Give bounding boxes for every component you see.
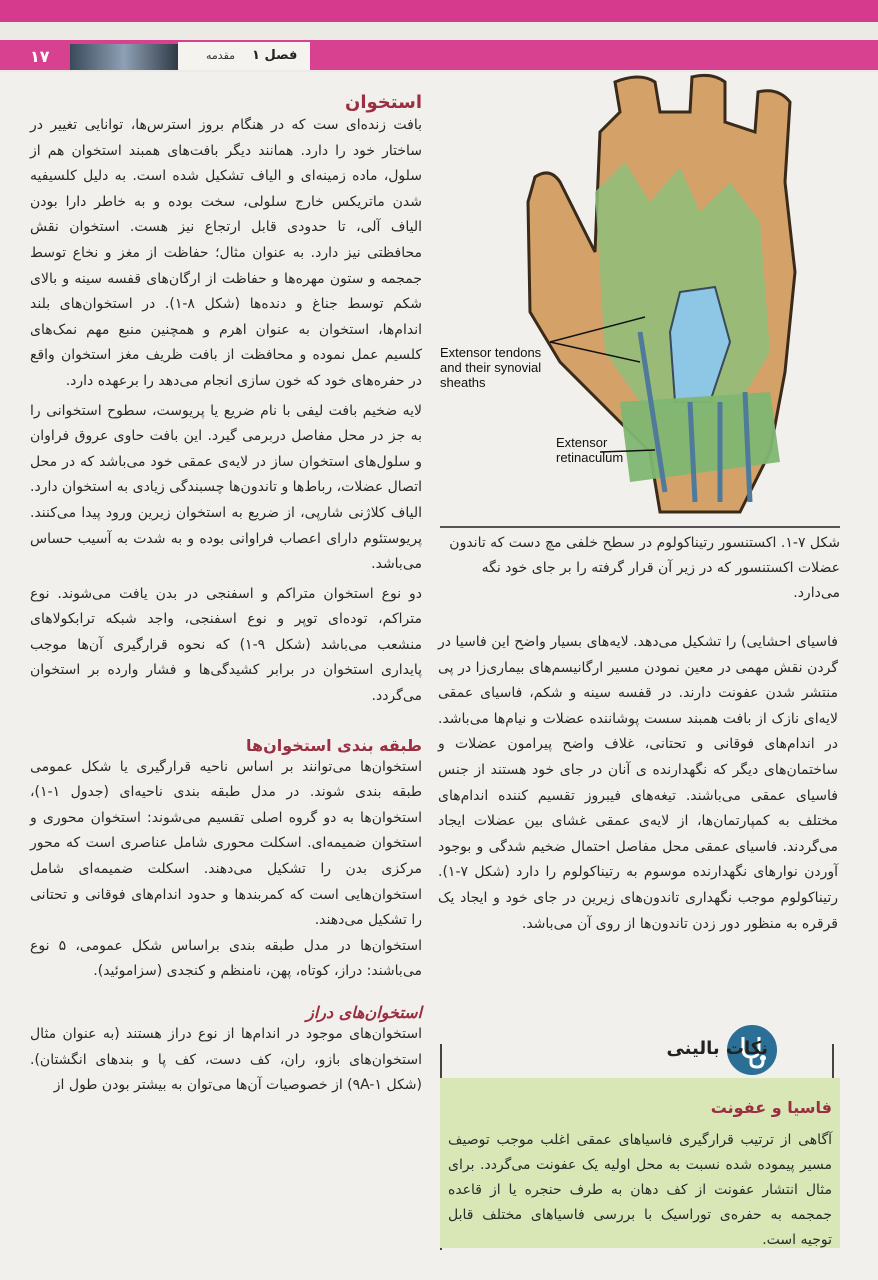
classification-paragraph-1: استخوان‌ها می‌توانند بر اساس ناحیه قرارگیری یا شکل عمومی طبقه بندی شوند. در مدل طبقه بندی ناحیه‌ای (جدول ۱-۱)، استخوان‌ها به دو گروه اصلی تقسیم می‌شوند: استخوان محوری و استخوان ضمیمه‌ای. اسکلت محوری شامل عناصری است که محور مرکزی بدن را تشکیل می‌دهند. اسکلت ضمیمه‌ای شامل استخوان‌هایی است که کمربندها و حدود اندام‌های فوقانی و تحتانی را تشکیل می‌دهند.: [30, 758, 422, 929]
bone-heading: استخوان: [344, 92, 422, 113]
page-top-edge: [0, 0, 878, 22]
label-extensor-tendons: Extensor tendons and their synovial sheaths: [440, 345, 542, 390]
clinical-box: [440, 1078, 840, 1248]
figure-caption: شکل ۷-۱. اکستنسور رتیناکولوم در سطح خلفی مچ دست که تاندون عضلات اکستنسور که در زیر آن قرار گرفته را بر جای خود نگه می‌دارد.: [449, 535, 840, 601]
hand-illustration: [440, 72, 840, 522]
long-bones-paragraph: استخوان‌های موجود در اندام‌ها از نوع دراز هستند (به عنوان مثال استخوان‌های بازو، ران، کف دست، کف پا و بندهای انگشتان). (شکل ۹A-۱) از خصوصیات آن‌ها می‌توان به بیشتر بودن طول از: [30, 1026, 422, 1094]
long-bones-heading: استخوان‌های دراز: [306, 1003, 422, 1022]
classification-paragraph-2: استخوان‌ها در مدل طبقه بندی براساس شکل عمومی، ۵ نوع می‌باشند: دراز، کوتاه، پهن، نامنظم و کنجدی (سزاموئید).: [30, 937, 422, 980]
section-label: مقدمه: [206, 49, 236, 62]
header-thumbnail-image: [70, 44, 178, 70]
label-extensor-retinaculum: Extensor retinaculum: [556, 435, 624, 465]
clinical-box-title: نکات بالینی: [666, 1038, 768, 1059]
figure-rule: [440, 526, 840, 528]
classification-heading: طبقه بندی استخوان‌ها: [246, 735, 422, 755]
clinical-box-header: [440, 1030, 840, 1076]
main-column: [30, 92, 422, 1099]
bone-paragraph-3: دو نوع استخوان متراکم و اسفنجی در بدن یافت می‌شوند. نوع متراکم، توده‌ای توپر و نوع اسفنجی، واجد شبکه ترابکولاهای منشعب می‌باشد (شکل ۹-۱) که نحوه قرارگیری آن‌ها موجب پایداری استخوان در برابر کشیدگی‌ها و فشار وارده بر استخوان می‌گردد.: [30, 585, 423, 705]
bone-paragraph-2: لایه ضخیم بافت لیفی با نام ضریع یا پریوست، سطوح استخوانی را به جز در محل مفاصل دربرمی گیرد. این بافت حاوی عروق فراوان و سلول‌های استخوان ساز در لایه‌ی عمقی خود می‌باشد که در محل اتصال عضلات، رباط‌ها و تاندون‌ها چسبندگی زیادی به استخوان دارد. الیاف کلاژنی شارپی، از ضریع به استخوان زیرین ورود پیدا می‌کنند. پریوستئوم دارای اعصاب فراوانی بوده و به شدت به آسیب حساس می‌باشد.: [30, 402, 422, 573]
bone-paragraph-1: بافت زنده‌ای ست که در هنگام بروز استرس‌ها، توانایی تغییر در ساختار خود را دارد. همانند دیگر بافت‌های همبند استخوان هم از سلول، ماده زمینه‌ای و الیاف تشکیل شده است. به دلیل کلسیفیه شدن ماتریکس خارج سلولی، سخت بوده و به خاطر دارا بودن الیاف آلی، تا حدودی قابل ارتجاع نیز هست. استخوان نقش محافظتی نیز دارد. به عنوان مثال؛ حفاظت از مغز و نخاع توسط جمجمه و ستون مهره‌ها و حفاظت از ارگان‌های قفسه سینه و بالای شکم توسط جناغ و دنده‌ها (شکل ۸-۱). در استخوان‌های بلند اندام‌ها، استخوان به عنوان اهرم و همچنین منبع مهم نمک‌های کلسیم عمل نموده و محافظت از بافت ظریف مغز استخوان واقع در حفره‌های خود که خون سازی انجام می‌دهد را برعهده دارد.: [30, 117, 422, 389]
clinical-box-subtitle: فاسیا و عفونت: [710, 1098, 832, 1117]
fascia-paragraph: فاسیای احشایی) را تشکیل می‌دهد. لایه‌های بسیار واضح این فاسیا در گردن نقش مهمی در معین نمودن مسیر ارگانیسم‌های بیماری‌زا در پی منتشر شدن عفونت دارند. در قفسه سینه و شکم، فاسیای عمقی لایه‌ای نازک از بافت همبند سست پوشاننده عضلات و نیام‌ها می‌باشد. در اندام‌های فوقانی و تحتانی، غلاف واضح پیرامون عضلات و ساختمان‌های دیگر که نگهدارنده ی آنان در جای خود هستند از جنس فاسیای عمقی می‌باشند. تیغه‌های فیبروز تقسیم کننده اندام‌های مختلف به کمپارتمان‌ها، از لایه‌ی عمقی غشای بین عضلات ایجاد می‌گردند. فاسیای عمقی محل مفاصل احتمال ضخیم شدگی و بوجود آوردن نوارهای نگهدارنده موسوم به رتیناکولوم را دارد (شکل ۷-۱). رتیناکولوم موجب نگهداری تاندون‌های زیرین در جای خود و ایجاد یک قرقره به منظور دور زدن تاندون‌ها از روی آن می‌باشد.: [438, 634, 838, 932]
clinical-box-text: آگاهی از ترتیب قرارگیری فاسیاهای عمقی اغلب موجب توصیف مسیر پیموده شده نسبت به محل اولیه یک عفونت می‌گردد. برای مثال انتشار عفونت از کف دهان به طرف حنجره یا از قاعده جمجمه به حفره‌ی توراسیک با بررسی فاسیاهای مختلف قابل توجیه است.: [448, 1132, 832, 1248]
chapter-label: فصل ۱: [252, 48, 298, 63]
page-number: ۱۷: [30, 47, 50, 66]
